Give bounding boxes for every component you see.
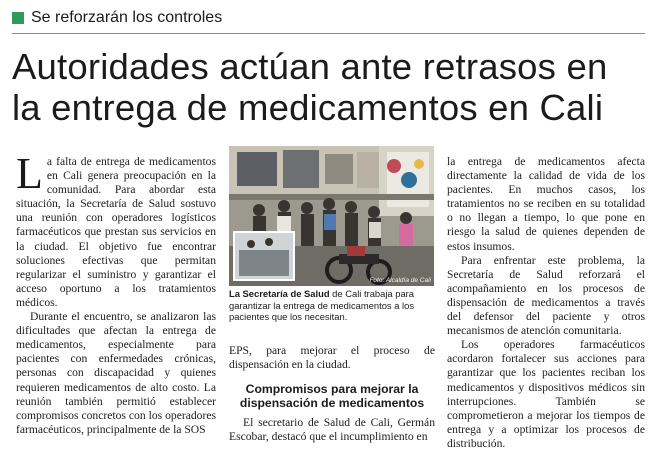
headline-line-1: Autoridades actúan ante retrasos en bbox=[12, 46, 608, 87]
kicker-text: Se reforzarán los controles bbox=[31, 9, 223, 26]
paragraph-4: El secretario de Salud de Cali, Germán Escobar, destacó que el incumplimiento en bbox=[229, 416, 435, 444]
article-column-1 bbox=[16, 149, 216, 437]
article-column-2 bbox=[229, 344, 435, 444]
photo-caption bbox=[229, 288, 435, 323]
paragraph-5: la entrega de medicamentos afecta directamente la calidad de vida de los pacientes. En muchos casos, los tratamientos no se reciben en su totalidad o no llegan a tiempo, lo que pone en riesgo la salud de quienes dependen de estos insumos. bbox=[447, 155, 645, 253]
headline bbox=[12, 46, 648, 128]
paragraph-6: Para enfrentar este problema, la Secretaría de Salud reforzará el acompañamiento en los procesos de dispensación de medicamentos a través del defensor del paciente y otros mecanismos de atención comunitaria. bbox=[447, 253, 645, 338]
dropcap: L bbox=[16, 149, 43, 198]
caption-lead: La Secretaría de Salud bbox=[229, 288, 330, 299]
headline-line-2: la entrega de medicamentos en Cali bbox=[12, 87, 604, 128]
section-kicker bbox=[12, 10, 645, 30]
paragraph-2: Durante el encuentro, se analizaron las dificultades que afectan la entrega de medicamentos, especialmente para pacientes con enfermedades crónicas, personas con discapacidad y quienes requieren medicamentos de alto costo. La reunión también permitió establecer compromisos concretos con los operadores farmacéuticos, principalmente de la SOS bbox=[16, 310, 216, 436]
photo-credit: Foto: Alcaldía de Cali bbox=[369, 277, 431, 284]
section-marker-icon bbox=[12, 12, 24, 24]
paragraph-3: EPS, para mejorar el proceso de dispensación en la ciudad. bbox=[229, 344, 435, 372]
paragraph-1-text: a falta de entrega de medicamentos en Cali genera preocupación en la comunidad. Para abordar esta situación, la Secretaría de Salud sostuvo una reunión con operadores logísticos farmacéuticos que prestan sus servicios en la ciudad. El objetivo fue encontrar soluciones efectivas que permitan regularizar el suministro y garantizar el acceso oportuno a los tratamientos médicos. bbox=[16, 155, 216, 309]
article-photo bbox=[229, 146, 434, 286]
article-column-3 bbox=[447, 155, 645, 451]
photo-illustration bbox=[229, 146, 434, 286]
kicker-divider bbox=[12, 33, 645, 34]
caption-text: de Cali trabaja para garantizar la entrega de medicamentos a los pacientes que los necesitan. bbox=[229, 288, 415, 323]
paragraph-7: Los operadores farmacéuticos acordaron fortalecer sus acciones para garantizar que los pacientes reciban los medicamentos y dispositivos médicos sin interrupciones. También se comprometieron a mejorar los tiempos de entrega y a optimizar los procesos de distribución. bbox=[447, 338, 645, 450]
paragraph-1 bbox=[16, 149, 216, 310]
subhead: Compromisos para mejorar la dispensación de medicamentos bbox=[239, 382, 425, 411]
